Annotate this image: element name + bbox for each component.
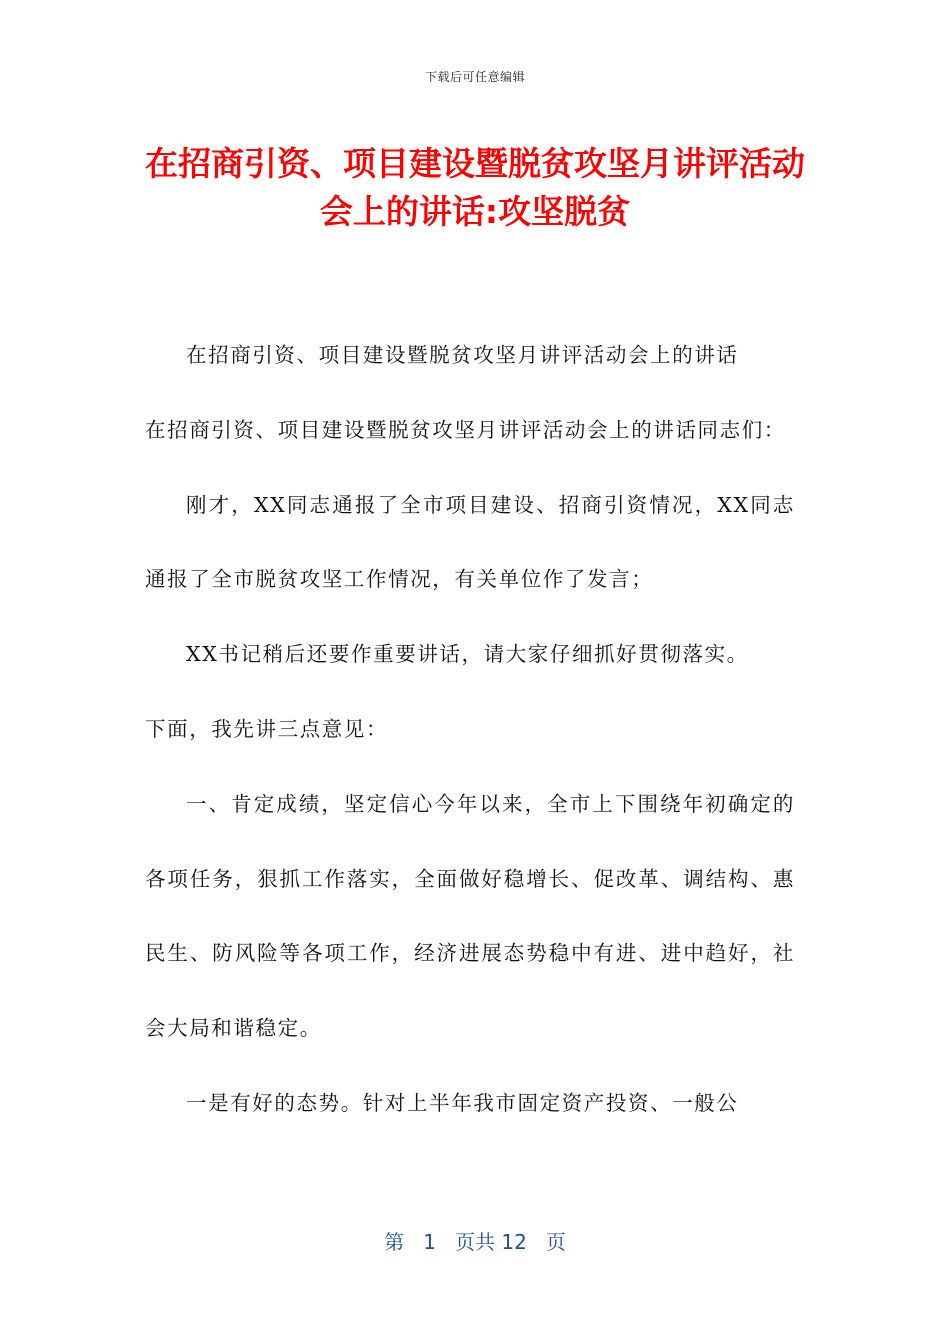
total-pages-number: 12 (501, 1230, 527, 1254)
paragraph: XX书记稍后还要作重要讲话，请大家仔细抓好贯彻落实。 (186, 642, 749, 667)
paragraph: 一是有好的态势。针对上半年我市固定资产投资、一般公 (186, 1090, 739, 1115)
footer-suffix: 页 (545, 1230, 566, 1254)
header-note: 下载后可任意编辑 (424, 70, 525, 84)
page-footer (0, 1226, 950, 1255)
paragraph: 在招商引资、项目建设暨脱贫攻坚月讲评活动会上的讲话 (186, 343, 739, 367)
paragraph: 下面，我先讲三点意见： (145, 716, 389, 741)
paragraph: 刚才，XX同志通报了全市项目建设、招商引资情况，XX同志通报了全市脱贫攻坚工作情况，有关单位作了发言； (145, 492, 795, 592)
current-page-number: 1 (423, 1230, 436, 1254)
document-body (145, 318, 795, 1141)
footer-prefix: 第 (384, 1230, 405, 1254)
document-title: 在招商引资、项目建设暨脱贫攻坚月讲评活动会上的讲话:攻坚脱贫 (145, 144, 805, 231)
paragraph: 一、肯定成绩，坚定信心今年以来，全市上下围绕年初确定的各项任务，狠抓工作落实，全面做好稳增长、促改革、调结构、惠民生、防风险等各项工作，经济进展态势稳中有进、进中趋好，社会大局和谐稳定。 (145, 791, 795, 1041)
paragraph: 在招商引资、项目建设暨脱贫攻坚月讲评活动会上的讲话同志们： (145, 417, 786, 442)
footer-mid: 页共 (455, 1230, 495, 1254)
